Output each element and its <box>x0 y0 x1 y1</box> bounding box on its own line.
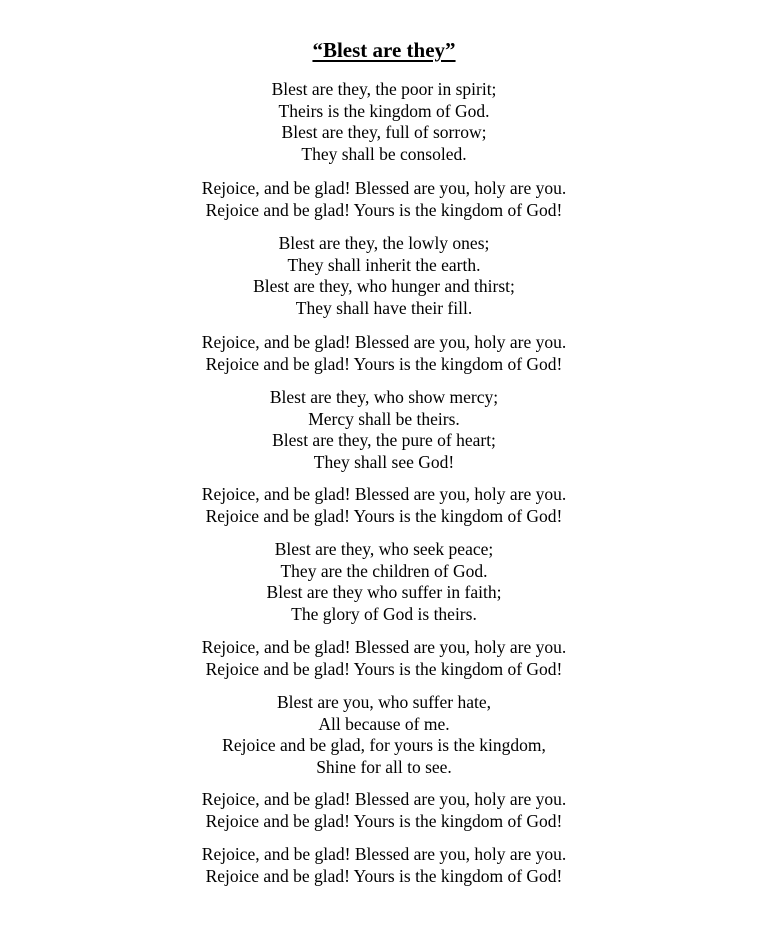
refrain-stanza <box>0 484 768 527</box>
refrain-stanza <box>0 332 768 375</box>
lyric-line: Shine for all to see. <box>316 756 452 777</box>
lyric-line: Rejoice and be glad! Yours is the kingdom of God! <box>205 505 563 526</box>
lyric-line: Rejoice, and be glad! Blessed are you, holy are you. <box>201 789 567 809</box>
lyric-line: Theirs is the kingdom of God. <box>278 100 490 121</box>
refrain-stanza <box>0 844 768 887</box>
verse-stanza <box>0 539 768 625</box>
lyric-line: Rejoice and be glad, for yours is the kingdom, <box>222 735 546 755</box>
refrain-stanza <box>0 178 768 221</box>
lyric-line: Rejoice, and be glad! Blessed are you, holy are you. <box>201 484 567 504</box>
refrain-stanza <box>0 637 768 680</box>
verse-stanza <box>0 233 768 319</box>
lyric-line: Rejoice, and be glad! Blessed are you, holy are you. <box>201 178 567 198</box>
refrain-stanza <box>0 789 768 832</box>
verse-stanza <box>0 692 768 778</box>
lyric-line: They shall have their fill. <box>295 297 473 318</box>
lyric-line: Rejoice, and be glad! Blessed are you, holy are you. <box>201 637 567 657</box>
lyric-line: They shall inherit the earth. <box>287 254 481 275</box>
lyric-line: Rejoice and be glad! Yours is the kingdom of God! <box>205 199 563 220</box>
lyric-line: Rejoice and be glad! Yours is the kingdom of God! <box>205 810 563 831</box>
lyric-line: Blest are they, the poor in spirit; <box>271 79 497 99</box>
lyric-line: They are the children of God. <box>280 560 488 581</box>
lyric-line: The glory of God is theirs. <box>291 603 477 624</box>
lyric-line: Blest are they, full of sorrow; <box>281 122 487 142</box>
lyric-line: Blest are they, the lowly ones; <box>278 233 490 253</box>
lyric-line: Rejoice and be glad! Yours is the kingdom of God! <box>205 658 563 679</box>
lyric-line: Rejoice, and be glad! Blessed are you, holy are you. <box>201 332 567 352</box>
lyric-line: They shall be consoled. <box>301 143 467 164</box>
lyric-line: Blest are they who suffer in faith; <box>266 582 502 602</box>
verse-stanza <box>0 79 768 165</box>
song-title: “Blest are they” <box>312 38 456 62</box>
lyric-line: Blest are they, who show mercy; <box>269 387 499 407</box>
lyric-line: Mercy shall be theirs. <box>308 408 460 429</box>
lyric-line: Rejoice, and be glad! Blessed are you, holy are you. <box>201 844 567 864</box>
verse-stanza <box>0 387 768 473</box>
lyric-line: Rejoice and be glad! Yours is the kingdom of God! <box>205 865 563 886</box>
lyric-line: Blest are they, who seek peace; <box>274 539 494 559</box>
lyric-line: Blest are they, who hunger and thirst; <box>253 276 515 296</box>
lyric-line: They shall see God! <box>313 451 455 472</box>
lyric-line: All because of me. <box>318 713 450 734</box>
lyric-line: Rejoice and be glad! Yours is the kingdom of God! <box>205 353 563 374</box>
lyric-line: Blest are you, who suffer hate, <box>277 692 491 712</box>
lyric-line: Blest are they, the pure of heart; <box>272 430 496 450</box>
